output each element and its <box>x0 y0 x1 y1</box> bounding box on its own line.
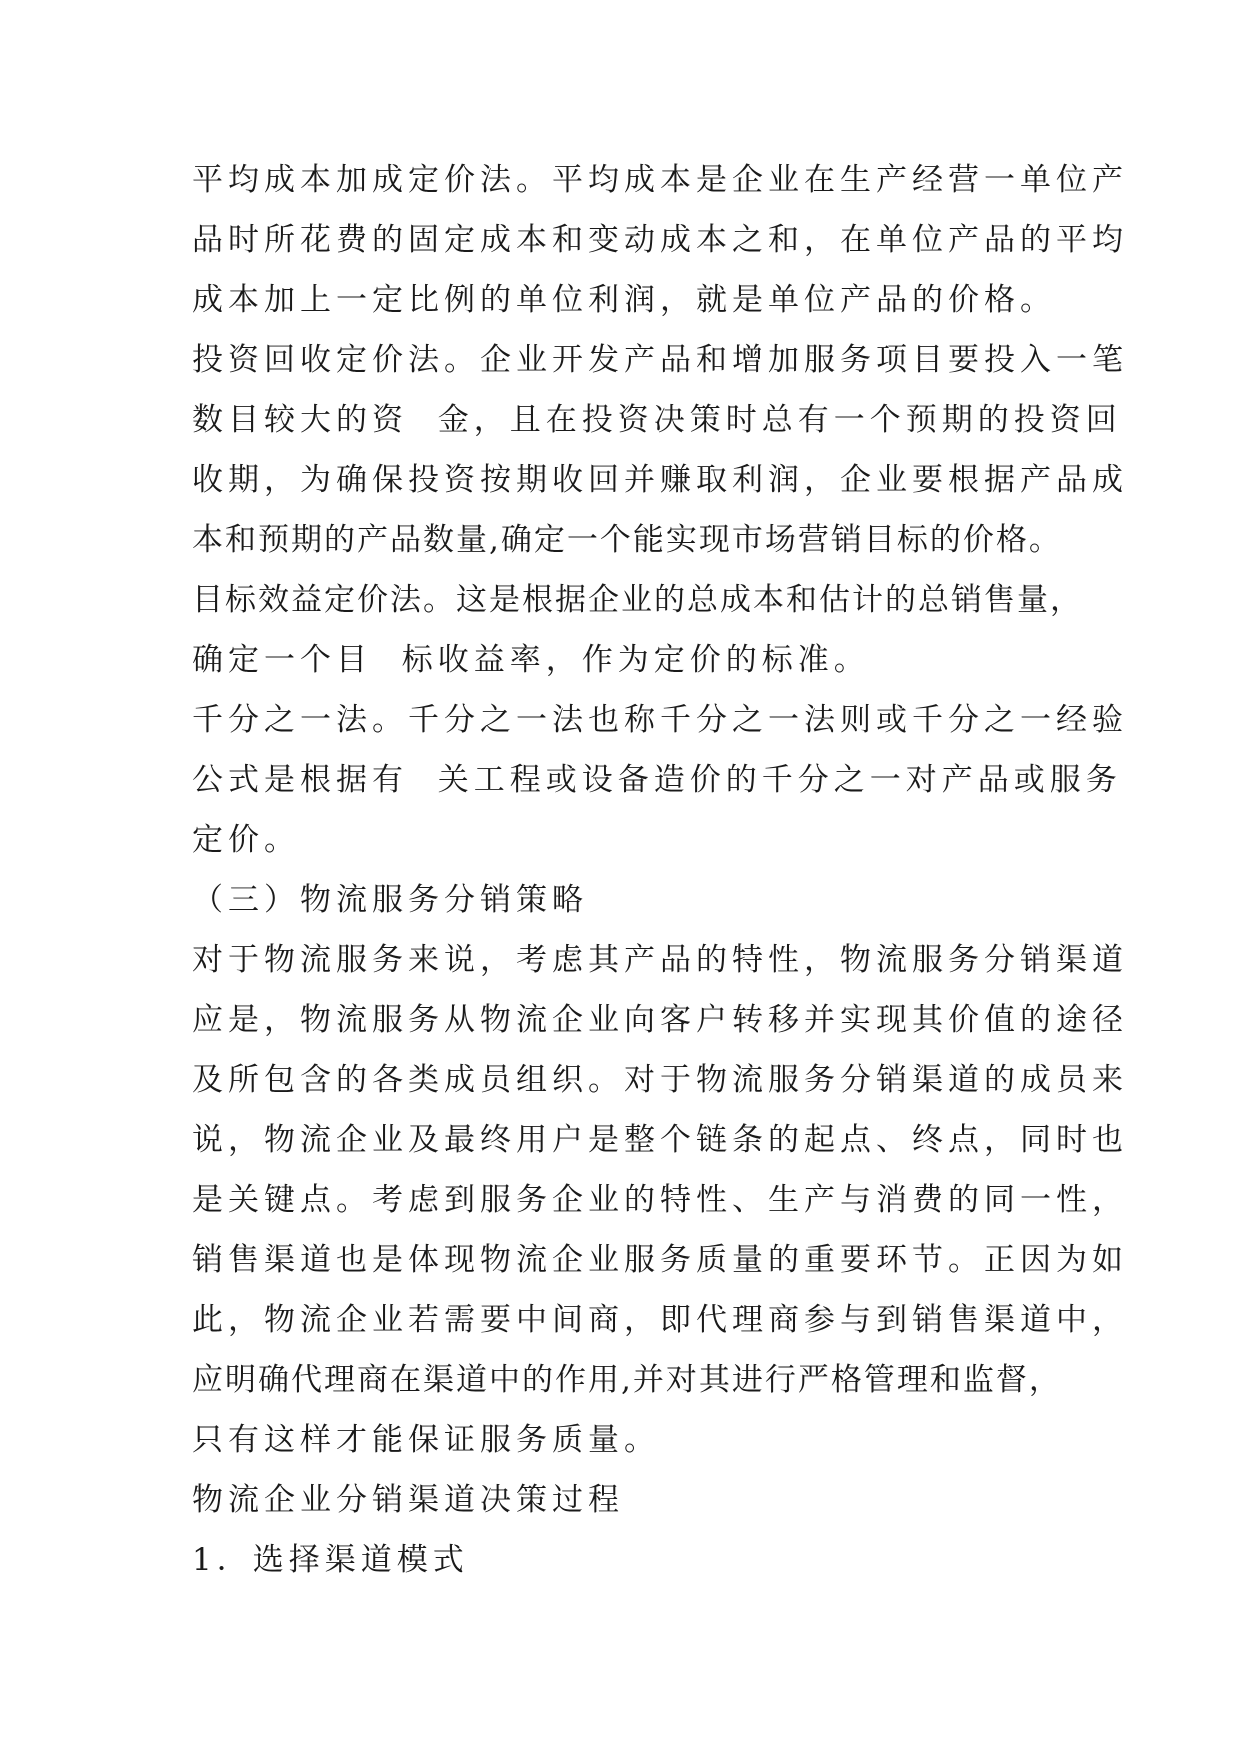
section-heading: （三）物流服务分销策略 <box>192 882 588 918</box>
text-line: 确定一个目 标收益率，作为定价的标准。 <box>192 642 870 678</box>
text-line: 销售渠道也是体现物流企业服务质量的重要环节。正因为如 <box>192 1242 1128 1278</box>
text-line: 定价。 <box>192 822 300 858</box>
subheading: 物流企业分销渠道决策过程 <box>192 1482 624 1518</box>
text-line: 应是，物流服务从物流企业向客户转移并实现其价值的途径 <box>192 1002 1128 1038</box>
text-line: 投资回收定价法。企业开发产品和增加服务项目要投入一笔 <box>192 342 1128 378</box>
text-line: 公式是根据有 关工程或设备造价的千分之一对产品或服务 <box>192 762 1122 798</box>
text-line: 数目较大的资 金，且在投资决策时总有一个预期的投资回 <box>192 402 1122 438</box>
text-line: 说，物流企业及最终用户是整个链条的起点、终点，同时也 <box>192 1122 1128 1158</box>
text-line: 应明确代理商在渠道中的作用,并对其进行严格管理和监督， <box>192 1362 1062 1398</box>
numbered-item: 1．选择渠道模式 <box>192 1542 469 1578</box>
text-line: 是关键点。考虑到服务企业的特性、生产与消费的同一性， <box>192 1182 1128 1218</box>
text-line: 收期，为确保投资按期收回并赚取利润，企业要根据产品成 <box>192 462 1128 498</box>
text-line: 目标效益定价法。这是根据企业的总成本和估计的总销售量， <box>192 582 1083 618</box>
text-line: 本和预期的产品数量,确定一个能实现市场营销目标的价格。 <box>192 522 1062 558</box>
text-line: 只有这样才能保证服务质量。 <box>192 1422 660 1458</box>
text-line: 平均成本加成定价法。平均成本是企业在生产经营一单位产 <box>192 162 1128 198</box>
text-line: 及所包含的各类成员组织。对于物流服务分销渠道的成员来 <box>192 1062 1128 1098</box>
document-body <box>192 150 1128 1590</box>
text-line: 千分之一法。千分之一法也称千分之一法则或千分之一经验 <box>192 702 1128 738</box>
text-line: 此，物流企业若需要中间商，即代理商参与到销售渠道中， <box>192 1302 1128 1338</box>
text-line: 对于物流服务来说，考虑其产品的特性，物流服务分销渠道 <box>192 942 1128 978</box>
text-line: 成本加上一定比例的单位利润，就是单位产品的价格。 <box>192 282 1056 318</box>
text-line: 品时所花费的固定成本和变动成本之和，在单位产品的平均 <box>192 222 1128 258</box>
